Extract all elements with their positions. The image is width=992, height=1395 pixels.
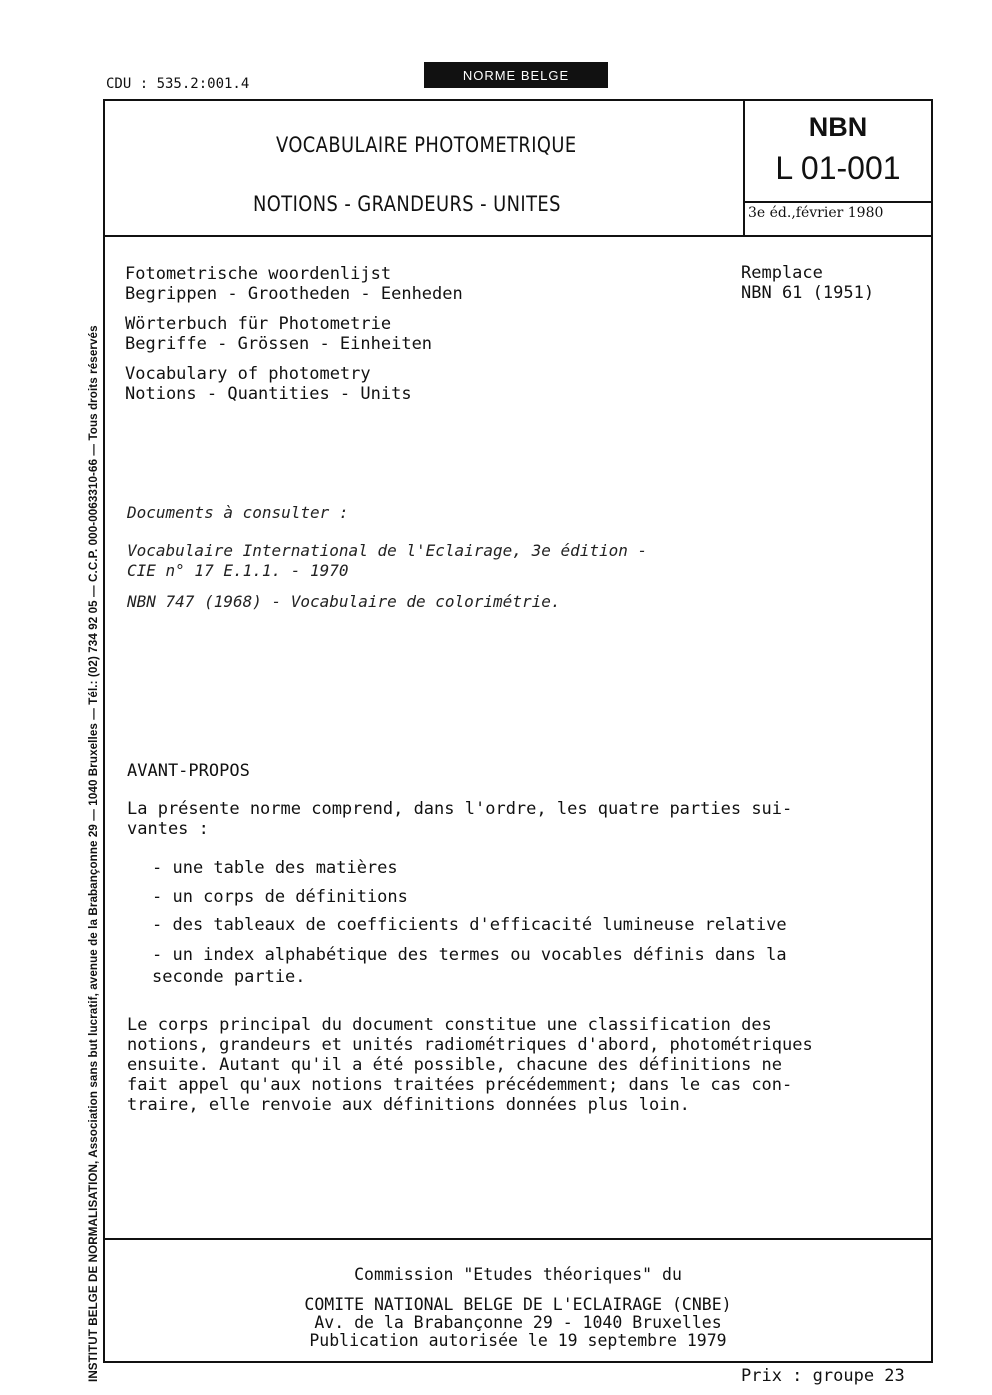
paragraph-line: traire, elle renvoie aux définitions données plus loin. (127, 1095, 690, 1115)
price-group: Prix : groupe 23 (741, 1366, 905, 1386)
document-2: NBN 747 (1968) - Vocabulaire de colorimétrie. (127, 592, 561, 611)
title-en-1: Vocabulary of photometry (125, 364, 371, 384)
list-item: - un index alphabétique des termes ou vocables définis dans la (152, 945, 787, 965)
title-line-2: NOTIONS - GRANDEURS - UNITES (253, 192, 561, 216)
title-de-1: Wörterbuch für Photometrie (125, 314, 392, 334)
title-en-2: Notions - Quantities - Units (125, 384, 412, 404)
replaces-value: NBN 61 (1951) (741, 283, 875, 303)
nbn-number: L 01-001 (775, 150, 901, 186)
list-item: - des tableaux de coefficients d'efficacité lumineuse relative (152, 915, 787, 935)
title-de-2: Begriffe - Grössen - Einheiten (125, 334, 433, 354)
nbn-label: NBN (808, 112, 868, 142)
publisher-sidebar: INSTITUT BELGE DE NORMALISATION, Association sans but lucratif, avenue de la Brabançonne 29 — 1040 Bruxelles — Tél.: (02) 734 92 05 — C.C.P. 000-0063310-66 — Tous droits réservés (87, 325, 100, 1382)
footer-top-line (103, 1238, 933, 1240)
paragraph-line: ensuite. Autant qu'il a été possible, chacune des définitions ne (127, 1055, 783, 1075)
frame-top-line (103, 99, 933, 101)
norme-belge-label: NORME BELGE (424, 62, 608, 88)
footer-commission: Commission "Etudes théoriques" du (354, 1265, 682, 1284)
footer-publication: Publication autorisée le 19 septembre 1979 (309, 1331, 727, 1350)
foreword-heading: AVANT-PROPOS (127, 761, 250, 781)
footer-committee: COMITE NATIONAL BELGE DE L'ECLAIRAGE (CNBE) (304, 1295, 732, 1314)
paragraph-line: Le corps principal du document constitue une classification des (127, 1015, 772, 1035)
cdu-code: CDU : 535.2:001.4 (106, 76, 250, 92)
foreword-intro-2: vantes : (127, 819, 209, 839)
paragraph-line: fait appel qu'aux notions traitées précédemment; dans le cas con- (127, 1075, 793, 1095)
list-item: - une table des matières (152, 858, 398, 878)
list-item: - un corps de définitions (152, 887, 408, 907)
foreword-intro-1: La présente norme comprend, dans l'ordre, les quatre parties sui- (127, 799, 793, 819)
documents-heading: Documents à consulter : (127, 503, 349, 522)
document-1-line-2: CIE n° 17 E.1.1. - 1970 (127, 561, 349, 580)
list-item-continuation: seconde partie. (152, 967, 306, 987)
document-1-line-1: Vocabulaire International de l'Eclairage, 3e édition - (127, 541, 648, 560)
paragraph-line: notions, grandeurs et unités radiométriques d'abord, photométriques (127, 1035, 813, 1055)
edition-date: 3e éd.,février 1980 (748, 205, 884, 221)
footer-address: Av. de la Brabançonne 29 - 1040 Bruxelles (314, 1313, 722, 1332)
title-nl-2: Begrippen - Grootheden - Eenheden (125, 284, 463, 304)
title-nl-1: Fotometrische woordenlijst (125, 264, 392, 284)
title-line-1: VOCABULAIRE PHOTOMETRIQUE (276, 133, 577, 157)
replaces-label: Remplace (741, 263, 823, 283)
